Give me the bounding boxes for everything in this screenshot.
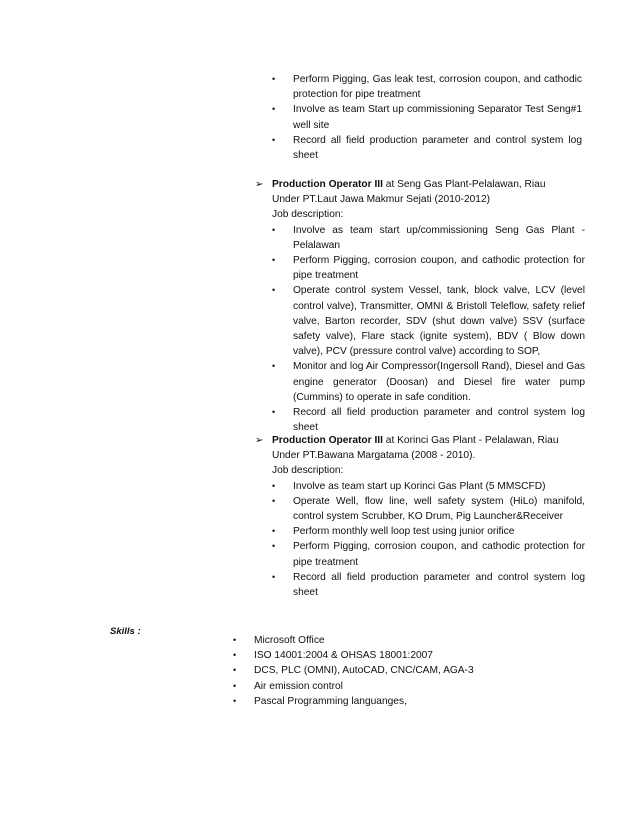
skills-list [233,633,593,709]
job-section-seng [255,177,585,435]
bullet-icon: • [233,650,237,661]
job-title: Production Operator III [272,435,383,446]
job-title: Production Operator III [272,179,383,190]
bullet-icon: • [272,541,276,552]
job-section-korinci [255,433,585,600]
list-item: • Record all field production parameter and control system log sheet [272,407,585,434]
bullet-icon: • [233,695,237,706]
bullet-icon: • [272,495,276,506]
list-item: • Operate control system Vessel, tank, block valve, LCV (level control valve), Transmitter, OMNI & Bristoll Teleflow, safety relief valve, Barton recorder, SDV (shut down valve) SSV (surface safety valve), Flare stack (ignite system), BDV ( Blow down valve), PCV (pressure control valve) according to SOP, [272,285,585,358]
list-item: • Involve as team start up Korinci Gas Plant (5 MMSCFD) [272,479,585,494]
list-item: • Involve as team Start up commissioning Separator Test Seng#1 well site [272,104,582,131]
list-item: • Pascal Programming languanges, [233,694,593,709]
bullet-icon: • [233,680,237,691]
list-item: • Record all field production parameter and control system log sheet [272,134,582,162]
list-item: • Air emission control [233,679,593,694]
bullet-icon: • [272,285,276,296]
bullet-icon: • [272,526,276,537]
list-item: • Record all field production parameter and control system log sheet [272,571,585,599]
list-item: • Microsoft Office [233,633,593,648]
job-location: at Korinci Gas Plant - Pelalawan, Riau [382,435,559,446]
list-item: • Operate Well, flow line, well safety system (HiLo) manifold, control system Scrubber, KO Drum, Pig Launcher&Receiver [272,495,585,523]
job-description-label: Job description: [272,465,344,477]
job-description-label: Job description: [272,209,344,221]
bullet-icon: • [272,361,276,372]
bullet-icon: • [233,665,237,676]
arrow-bullet-icon: ➢ [255,179,264,190]
skills-heading: Skills : [110,626,141,637]
bullet-icon: • [272,74,276,84]
job-employer: Under PT.Bawana Margatama (2008 - 2010). [272,450,476,462]
bullet-icon: • [272,134,276,145]
arrow-bullet-icon: ➢ [255,435,264,446]
job-heading [255,177,585,192]
job-heading [255,433,585,448]
previous-job-bullets [272,72,582,163]
list-item: • Perform Pigging, Gas leak test, corrosion coupon, and cathodic protection for pipe treatment [272,74,582,101]
bullet-icon: • [272,104,276,115]
job-employer: Under PT.Laut Jawa Makmur Sejati (2010-2012) [272,194,491,206]
list-item: • DCS, PLC (OMNI), AutoCAD, CNC/CAM, AGA-3 [233,663,593,678]
bullet-icon: • [272,255,276,266]
bullet-icon: • [272,407,276,418]
list-item: • ISO 14001:2004 & OHSAS 18001:2007 [233,648,593,663]
job-location: at Seng Gas Plant-Pelalawan, Riau [382,179,546,190]
bullet-icon: • [272,480,276,491]
bullet-icon: • [233,635,237,645]
list-item: • Monitor and log Air Compressor(Ingersoll Rand), Diesel and Gas engine generator (Doosan) and Diesel fire water pump (Cummins) to operate in safe condition. [272,361,585,403]
bullet-icon: • [272,571,276,582]
list-item: • Perform monthly well loop test using junior orifice [272,524,585,539]
list-item: • Perform Pigging, corrosion coupon, and cathodic protection for pipe treatment [272,255,585,282]
bullet-icon: • [272,224,276,235]
list-item: • Perform Pigging, corrosion coupon, and cathodic protection for pipe treatment [272,541,585,568]
list-item: • Involve as team start up/commissioning Seng Gas Plant - Pelalawan [272,224,585,251]
